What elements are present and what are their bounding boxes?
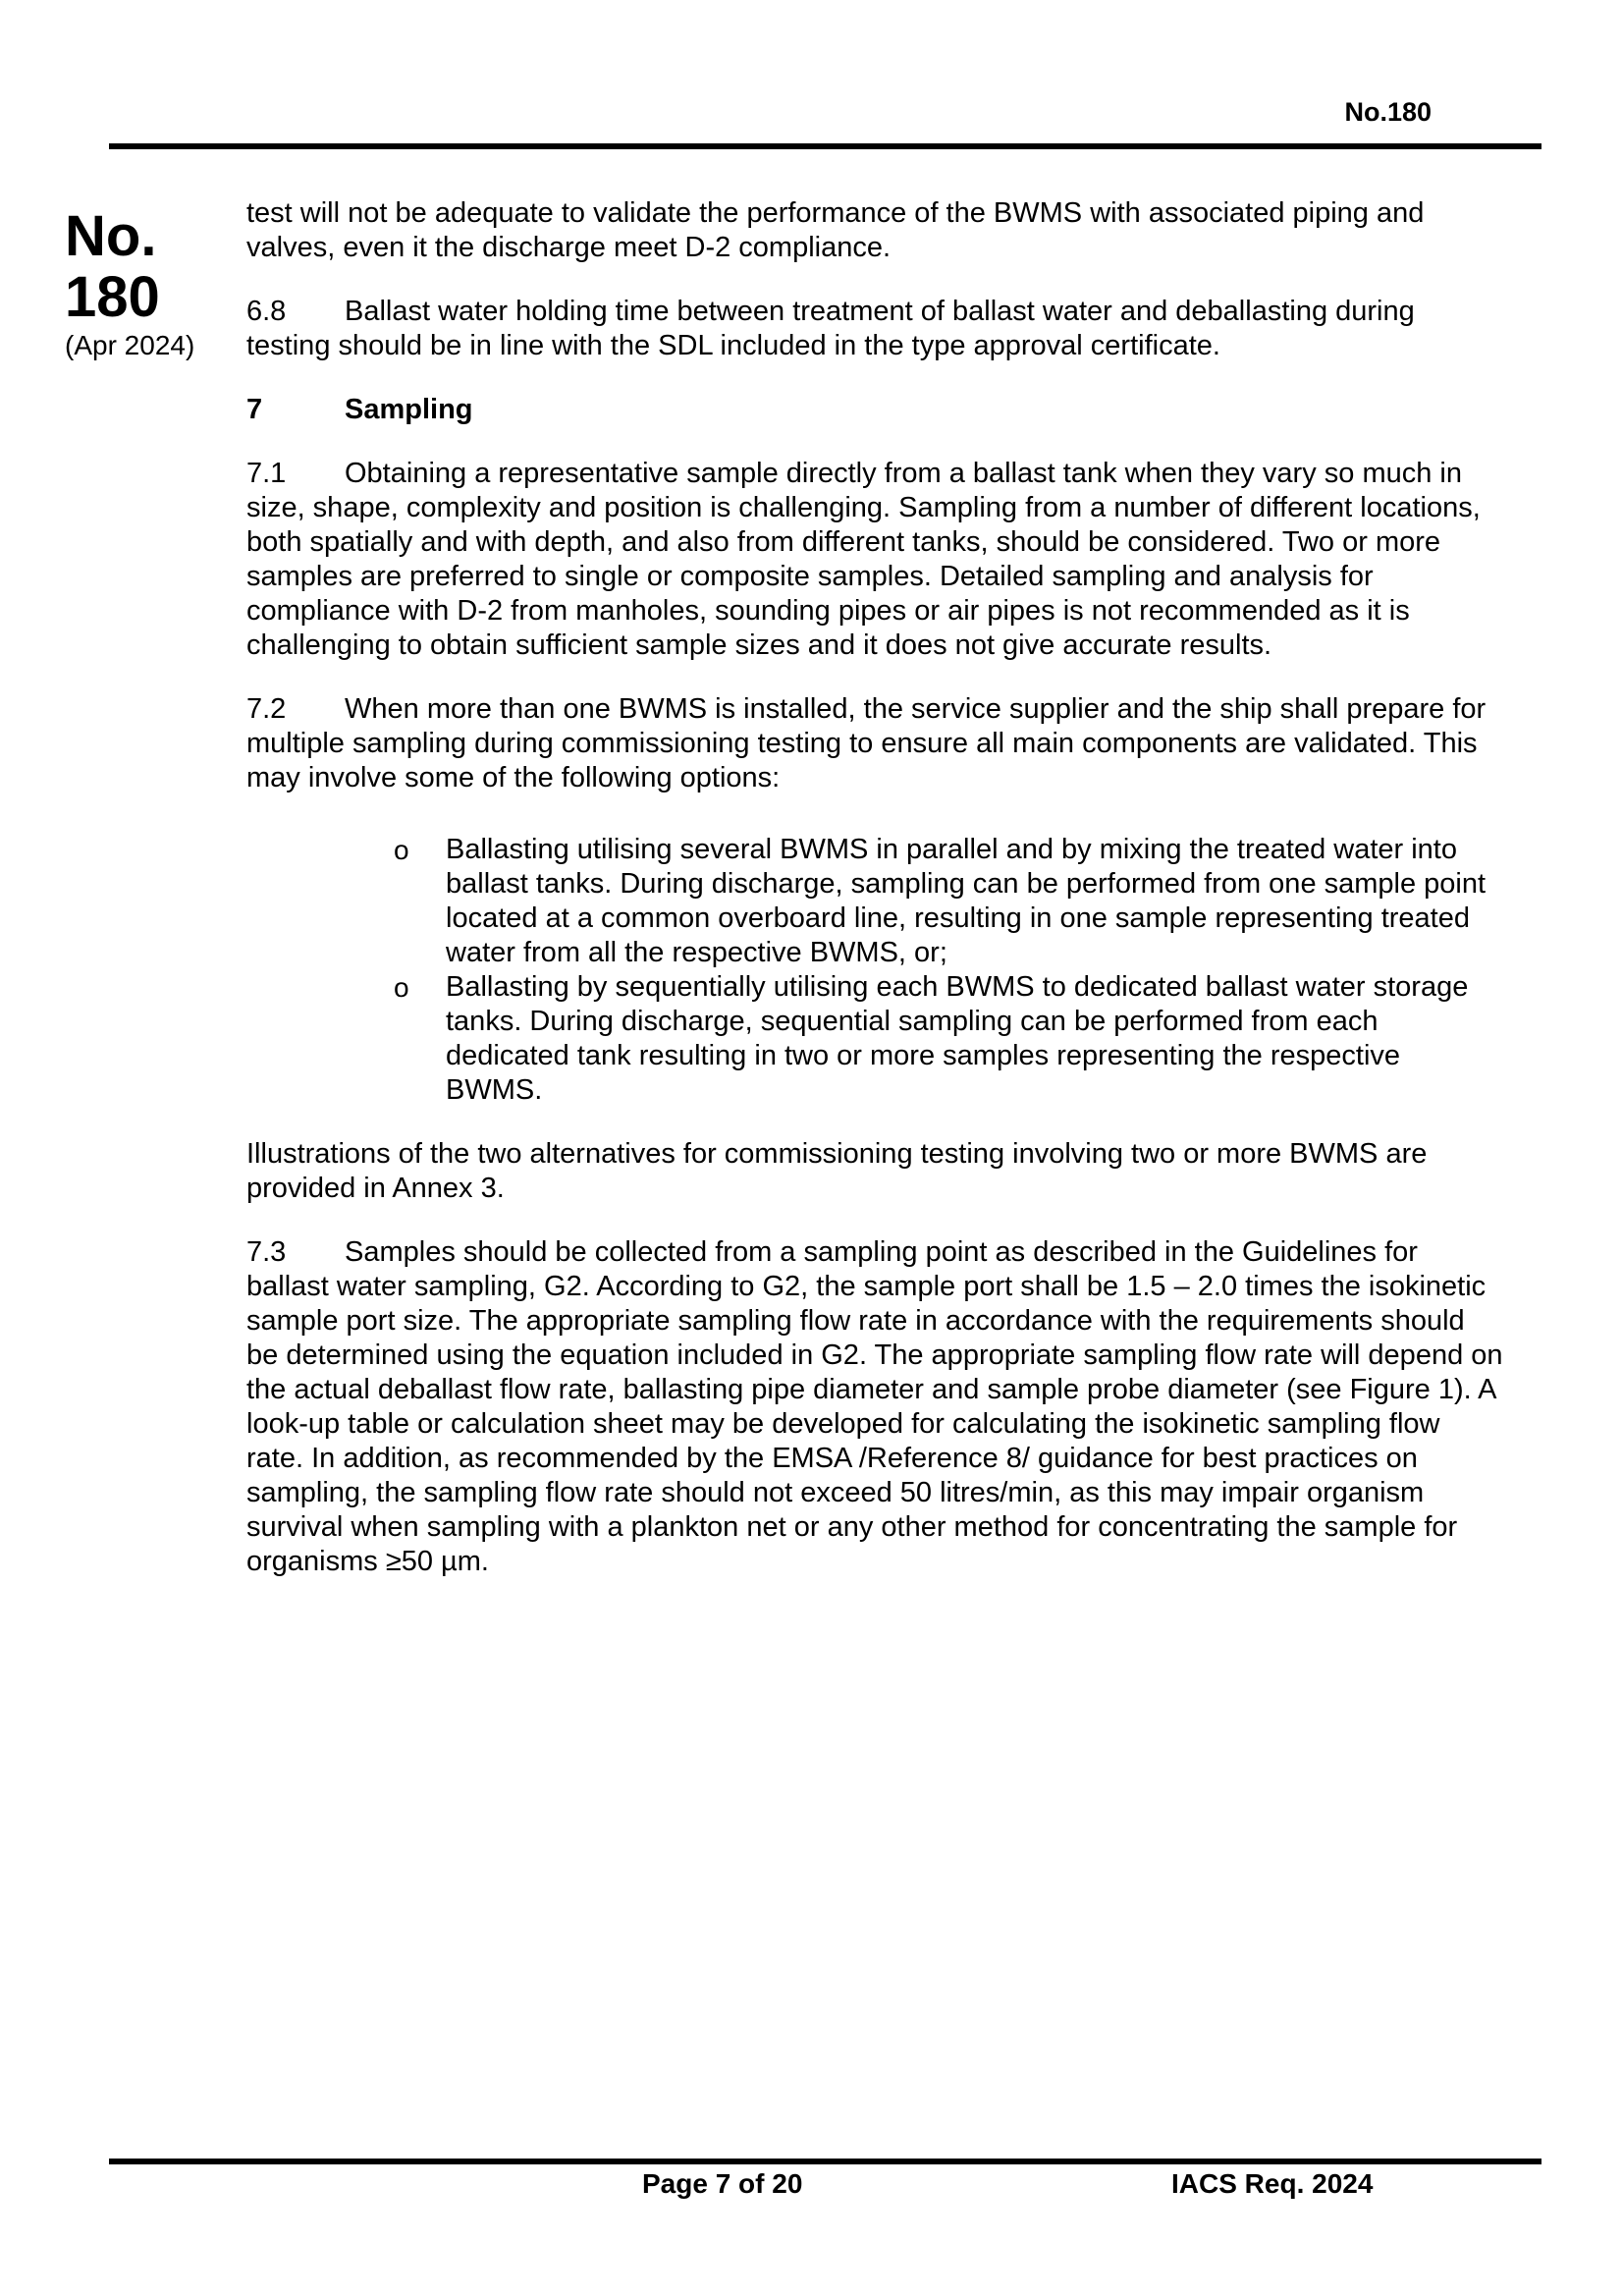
clause-number: 7.2 [246, 693, 287, 725]
clause-text: When more than one BWMS is installed, the service supplier and the ship shall prepare for multiple sampling during commissioning testing to ensure all main components are validated. This may involve some of the following options: [246, 693, 1487, 793]
footer-reference: IACS Req. 2024 [1171, 2168, 1374, 2199]
sidebar-no: No. [65, 204, 157, 268]
footer-rule [109, 2159, 1541, 2164]
clause-number: 6.8 [246, 296, 287, 327]
body-text [246, 196, 1503, 1609]
clause-text: Samples should be collected from a sampling point as described in the Guidelines for ballast water sampling, G2. According to G2, the sample port shall be 1.5 – 2.0 times the isokinetic sample port size. The appropriate sampling flow rate in accordance with the requirements should be determined using the equation included in G2. The appropriate sampling flow rate will depend on the actual deballast flow rate, ballasting pipe diameter and sample probe diameter (see Figure 1). A look-up table or calculation sheet may be developed for calculating the isokinetic sampling flow rate. In addition, as recommended by the EMSA /Reference 8/ guidance for best practices on sampling, the sampling flow rate should not exceed 50 litres/min, as this may impair organism survival when sampling with a plankton net or any other method for concentrating the sample for organisms ≥50 µm. [246, 1236, 1503, 1577]
paragraph-7-1 [246, 457, 1503, 663]
bullet-marker: o [394, 835, 409, 865]
list-item [246, 970, 1503, 1108]
options-list [246, 833, 1503, 1108]
sidebar-stamp [65, 206, 222, 361]
section-title: Sampling [345, 394, 473, 425]
bullet-marker: o [394, 972, 409, 1003]
paragraph-continued: test will not be adequate to validate the performance of the BWMS with associated piping and valves, even it the discharge meet D-2 compliance. [246, 197, 1425, 263]
paragraph-illustrations: Illustrations of the two alternatives for commissioning testing involving two or more BWMS are provided in Annex 3. [246, 1138, 1428, 1204]
section-heading-7 [246, 393, 1503, 427]
clause-text: Obtaining a representative sample directly from a ballast tank when they vary so much in size, shape, complexity and position is challenging. Sampling from a number of different locations, both spatially and with depth, and also from different tanks, should be considered. Two or more samples are preferred to single or composite samples. Detailed sampling and analysis for compliance with D-2 from manholes, sounding pipes or air pipes is not recommended as it is challenging to obtain sufficient sample sizes and it does not give accurate results. [246, 458, 1481, 661]
list-item-text: Ballasting utilising several BWMS in parallel and by mixing the treated water into ballast tanks. During discharge, sampling can be performed from one sample point located at a common overboard line, resulting in one sample representing treated water from all the respective BWMS, or; [446, 834, 1487, 968]
list-item-text: Ballasting by sequentially utilising each BWMS to dedicated ballast water storage tanks. During discharge, sequential sampling can be performed from each dedicated tank resulting in two or more samples representing the respective BWMS. [446, 971, 1469, 1106]
footer-page-number: Page 7 of 20 [642, 2168, 803, 2199]
paragraph-7-2 [246, 692, 1503, 795]
header-rule [109, 143, 1541, 149]
sidebar-number: 180 [65, 265, 160, 329]
clause-text: Ballast water holding time between treatment of ballast water and deballasting during testing should be in line with the SDL included in the type approval certificate. [246, 296, 1415, 361]
section-number: 7 [246, 394, 263, 425]
clause-number: 7.1 [246, 458, 287, 489]
sidebar-date: (Apr 2024) [65, 330, 195, 360]
list-item [246, 833, 1503, 970]
paragraph-6-8 [246, 295, 1503, 363]
header-doc-number: No.180 [1344, 97, 1432, 127]
paragraph-7-3 [246, 1235, 1503, 1579]
clause-number: 7.3 [246, 1236, 287, 1268]
